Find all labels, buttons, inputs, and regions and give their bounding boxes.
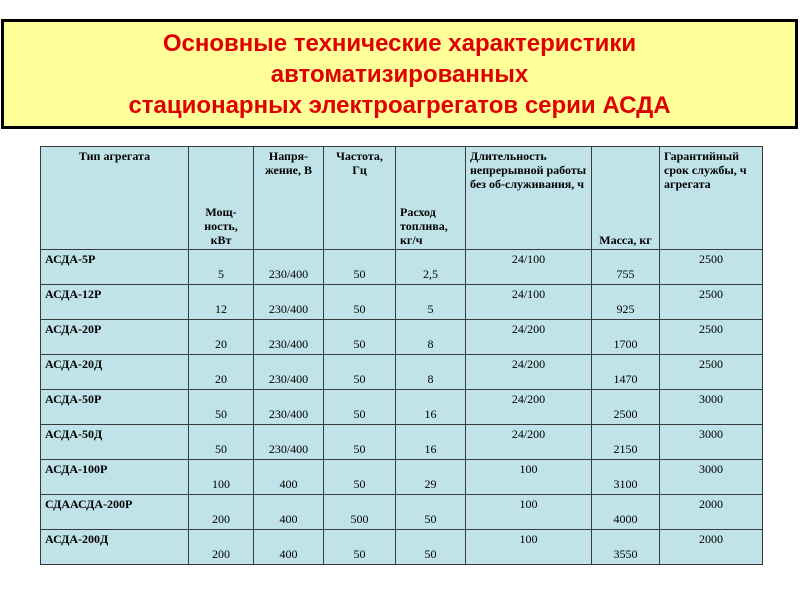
- header-warranty: Гарантийный срок службы, ч агрегата: [660, 147, 763, 250]
- cell-type: АСДА-5Р: [41, 250, 189, 285]
- table-body: [41, 250, 763, 565]
- cell-frequency: 50: [324, 355, 396, 390]
- cell-power: 200: [189, 530, 254, 565]
- cell-frequency: 50: [324, 250, 396, 285]
- cell-frequency: 50: [324, 425, 396, 460]
- cell-warranty: 2000: [660, 495, 763, 530]
- cell-voltage: 400: [254, 530, 324, 565]
- cell-mass: 1470: [592, 355, 660, 390]
- title-line-1: Основные технические характеристики: [162, 29, 637, 57]
- cell-power: 20: [189, 320, 254, 355]
- cell-voltage: 230/400: [254, 355, 324, 390]
- cell-type: АСДА-100Р: [41, 460, 189, 495]
- cell-fuel: 2,5: [396, 250, 466, 285]
- table-row: [41, 320, 763, 355]
- cell-warranty: 2500: [660, 285, 763, 320]
- cell-type: АСДА-200Д: [41, 530, 189, 565]
- title-box: [1, 19, 798, 129]
- cell-duration: 24/100: [466, 250, 592, 285]
- cell-frequency: 50: [324, 390, 396, 425]
- cell-fuel: 50: [396, 495, 466, 530]
- cell-duration: 100: [466, 495, 592, 530]
- table-row: [41, 285, 763, 320]
- table-row: [41, 250, 763, 285]
- cell-power: 5: [189, 250, 254, 285]
- table-row: [41, 495, 763, 530]
- cell-type: СДААСДА-200Р: [41, 495, 189, 530]
- cell-frequency: 500: [324, 495, 396, 530]
- cell-frequency: 50: [324, 530, 396, 565]
- cell-fuel: 29: [396, 460, 466, 495]
- header-frequency: Частота, Гц: [324, 147, 396, 250]
- cell-frequency: 50: [324, 285, 396, 320]
- cell-duration: 24/200: [466, 390, 592, 425]
- cell-duration: 24/200: [466, 320, 592, 355]
- cell-warranty: 2000: [660, 530, 763, 565]
- cell-mass: 925: [592, 285, 660, 320]
- cell-mass: 2150: [592, 425, 660, 460]
- cell-mass: 1700: [592, 320, 660, 355]
- cell-fuel: 5: [396, 285, 466, 320]
- cell-fuel: 50: [396, 530, 466, 565]
- cell-voltage: 230/400: [254, 425, 324, 460]
- cell-warranty: 3000: [660, 460, 763, 495]
- header-row: [41, 147, 763, 250]
- header-type: Тип агрегата: [41, 147, 189, 250]
- header-voltage: Напря-жение, В: [254, 147, 324, 250]
- cell-duration: 24/200: [466, 425, 592, 460]
- cell-power: 100: [189, 460, 254, 495]
- cell-power: 50: [189, 390, 254, 425]
- cell-frequency: 50: [324, 460, 396, 495]
- cell-fuel: 8: [396, 320, 466, 355]
- cell-fuel: 16: [396, 390, 466, 425]
- cell-voltage: 230/400: [254, 320, 324, 355]
- cell-voltage: 230/400: [254, 390, 324, 425]
- cell-mass: 3550: [592, 530, 660, 565]
- cell-duration: 100: [466, 460, 592, 495]
- cell-voltage: 400: [254, 460, 324, 495]
- cell-warranty: 2500: [660, 320, 763, 355]
- cell-warranty: 2500: [660, 250, 763, 285]
- cell-power: 200: [189, 495, 254, 530]
- cell-fuel: 16: [396, 425, 466, 460]
- cell-mass: 2500: [592, 390, 660, 425]
- cell-warranty: 3000: [660, 425, 763, 460]
- cell-fuel: 8: [396, 355, 466, 390]
- cell-voltage: 230/400: [254, 285, 324, 320]
- table-row: [41, 390, 763, 425]
- title-line-2: автоматизированных: [270, 60, 529, 88]
- header-fuel: Расход топлива, кг/ч: [396, 147, 466, 250]
- cell-warranty: 3000: [660, 390, 763, 425]
- cell-type: АСДА-20Д: [41, 355, 189, 390]
- cell-type: АСДА-50Д: [41, 425, 189, 460]
- cell-power: 12: [189, 285, 254, 320]
- header-duration: Длительность непрерывной работы без об-служивания, ч: [466, 147, 592, 250]
- header-power: Мощ-ность, кВт: [189, 147, 254, 250]
- header-mass: Масса, кг: [592, 147, 660, 250]
- title-line-3: стационарных электроагрегатов серии АСДА: [128, 91, 671, 119]
- specs-table: [40, 146, 763, 565]
- cell-duration: 24/200: [466, 355, 592, 390]
- cell-type: АСДА-12Р: [41, 285, 189, 320]
- table-row: [41, 460, 763, 495]
- cell-duration: 24/100: [466, 285, 592, 320]
- cell-frequency: 50: [324, 320, 396, 355]
- cell-type: АСДА-20Р: [41, 320, 189, 355]
- table-row: [41, 425, 763, 460]
- cell-voltage: 400: [254, 495, 324, 530]
- cell-mass: 4000: [592, 495, 660, 530]
- cell-type: АСДА-50Р: [41, 390, 189, 425]
- cell-voltage: 230/400: [254, 250, 324, 285]
- cell-mass: 3100: [592, 460, 660, 495]
- cell-duration: 100: [466, 530, 592, 565]
- cell-warranty: 2500: [660, 355, 763, 390]
- cell-mass: 755: [592, 250, 660, 285]
- table-row: [41, 530, 763, 565]
- table-row: [41, 355, 763, 390]
- cell-power: 50: [189, 425, 254, 460]
- cell-power: 20: [189, 355, 254, 390]
